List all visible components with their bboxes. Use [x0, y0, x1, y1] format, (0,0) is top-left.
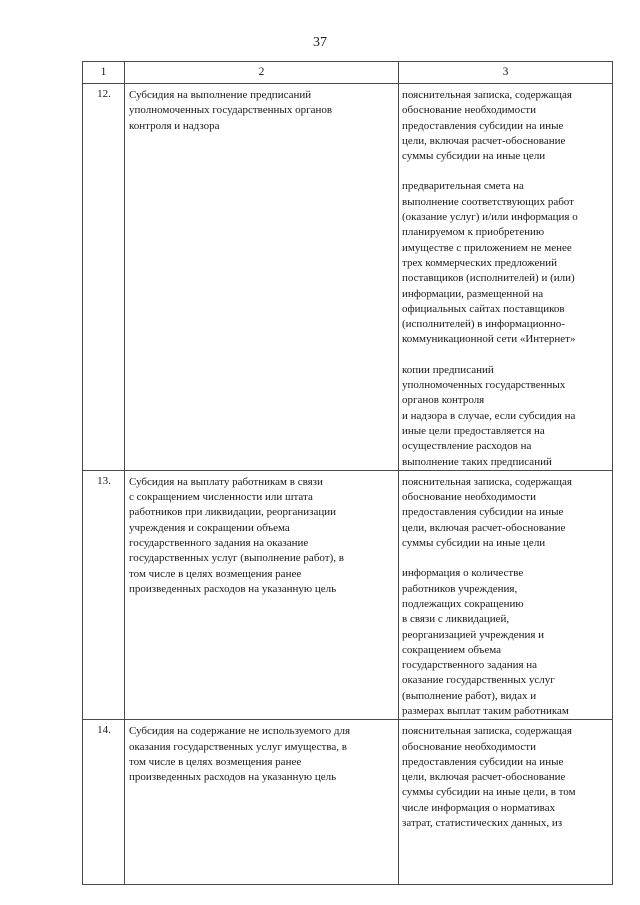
- document-line: уполномоченных государственных: [402, 379, 566, 392]
- document-line: коммуникационной сети «Интернет»: [402, 333, 576, 346]
- document-line: в связи с ликвидацией,: [402, 613, 510, 626]
- document-line: трех коммерческих предложений: [402, 256, 558, 269]
- document-line: работников учреждения,: [402, 582, 518, 595]
- required-documents: [399, 470, 613, 719]
- document-line: реорганизацией учреждения и: [402, 628, 545, 641]
- document-line: осуществление расходов на: [402, 440, 532, 453]
- document-line: информации, размещенной на: [402, 287, 544, 300]
- description-line: работников при ликвидации, реорганизации: [129, 506, 337, 519]
- document-paragraph: [402, 475, 611, 551]
- description-line: уполномоченных государственных органов: [129, 104, 333, 117]
- column-header-documents: 3: [399, 62, 613, 84]
- document-line: пояснительная записка, содержащая: [402, 475, 572, 488]
- document-line: цели, включая расчет-обоснование: [402, 771, 566, 784]
- document-line: предварительная смета на: [402, 180, 524, 193]
- required-documents: [399, 720, 613, 885]
- document-line: цели, включая расчет-обоснование: [402, 521, 566, 534]
- document-line: (исполнителей) в информационно-: [402, 318, 565, 331]
- document-line: выполнение соответствующих работ: [402, 195, 574, 208]
- description-line: оказания государственных услуг имущества, в: [129, 740, 347, 753]
- subsidy-description: [125, 470, 399, 719]
- document-line: пояснительная записка, содержащая: [402, 725, 572, 738]
- document-line: официальных сайтах поставщиков: [402, 302, 565, 315]
- document-line: органов контроля: [402, 394, 485, 407]
- document-line: суммы субсидии на иные цели: [402, 150, 546, 163]
- subsidy-description: [125, 84, 399, 471]
- table-row: [83, 720, 613, 885]
- document-line: суммы субсидии на иные цели: [402, 537, 546, 550]
- page-number: 37: [313, 35, 327, 50]
- document-line: государственного задания на: [402, 659, 538, 672]
- document-line: предоставления субсидии на иные: [402, 119, 564, 132]
- document-line: цели, включая расчет-обоснование: [402, 134, 566, 147]
- column-header-description: 2: [125, 62, 399, 84]
- row-number: 12.: [83, 84, 125, 471]
- document-line: выполнение таких предписаний: [402, 455, 552, 468]
- table-row: [83, 84, 613, 471]
- subsidy-description: [125, 720, 399, 885]
- document-paragraph: [402, 724, 611, 831]
- document-paragraph: [402, 88, 611, 164]
- document-line: планируемом к приобретению: [402, 226, 545, 239]
- document-line: иные цели предоставляется на: [402, 424, 545, 437]
- document-line: (выполнение работ), видах и: [402, 689, 537, 702]
- document-line: сокращением объема: [402, 643, 501, 656]
- description-line: том числе в целях возмещения ранее: [129, 567, 302, 580]
- row-number: 13.: [83, 470, 125, 719]
- document-line: числе информация о нормативах: [402, 801, 556, 814]
- description-line: учреждения и сокращении объема: [129, 521, 290, 534]
- description-line: с сокращением численности или штата: [129, 491, 313, 504]
- document-line: обоснование необходимости: [402, 740, 536, 753]
- description-line: том числе в целях возмещения ранее: [129, 755, 302, 768]
- document-line: пояснительная записка, содержащая: [402, 89, 572, 101]
- description-line: государственных услуг (выполнение работ), в: [129, 552, 344, 565]
- description-line: Субсидия на выплату работникам в связи: [129, 475, 323, 488]
- document-line: размерах выплат таким работникам: [402, 704, 569, 717]
- document-line: информация о количестве: [402, 567, 524, 580]
- description-line: Субсидия на выполнение предписаний: [129, 89, 312, 101]
- table-header-row: [83, 62, 613, 84]
- document-line: обоснование необходимости: [402, 491, 536, 504]
- document-line: предоставления субсидии на иные: [402, 755, 564, 768]
- document-line: подлежащих сокращению: [402, 597, 524, 610]
- document-line: оказание государственных услуг: [402, 674, 555, 687]
- document-line: поставщиков (исполнителей) и (или): [402, 272, 575, 285]
- description-line: Субсидия на содержание не используемого для: [129, 725, 351, 738]
- document-paragraph: [402, 363, 611, 470]
- document-line: затрат, статистических данных, из: [402, 817, 563, 830]
- table-row: [83, 470, 613, 719]
- document-line: (оказание услуг) и/или информация о: [402, 211, 578, 224]
- document-line: копии предписаний: [402, 363, 494, 376]
- document-line: имуществе с приложением не менее: [402, 241, 572, 254]
- document-paragraph: [402, 179, 611, 347]
- document-line: и надзора в случае, если субсидия на: [402, 409, 576, 422]
- document-line: суммы субсидии на иные цели, в том: [402, 786, 576, 799]
- subsidy-documents-table: [82, 61, 613, 885]
- description-line: произведенных расходов на указанную цель: [129, 771, 337, 784]
- description-line: государственного задания на оказание: [129, 537, 309, 550]
- document-line: предоставления субсидии на иные: [402, 506, 564, 519]
- document-paragraph: [402, 566, 611, 719]
- required-documents: [399, 84, 613, 471]
- row-number: 14.: [83, 720, 125, 885]
- description-line: произведенных расходов на указанную цель: [129, 582, 337, 595]
- description-line: контроля и надзора: [129, 119, 220, 132]
- column-header-number: 1: [83, 62, 125, 84]
- document-line: обоснование необходимости: [402, 104, 536, 117]
